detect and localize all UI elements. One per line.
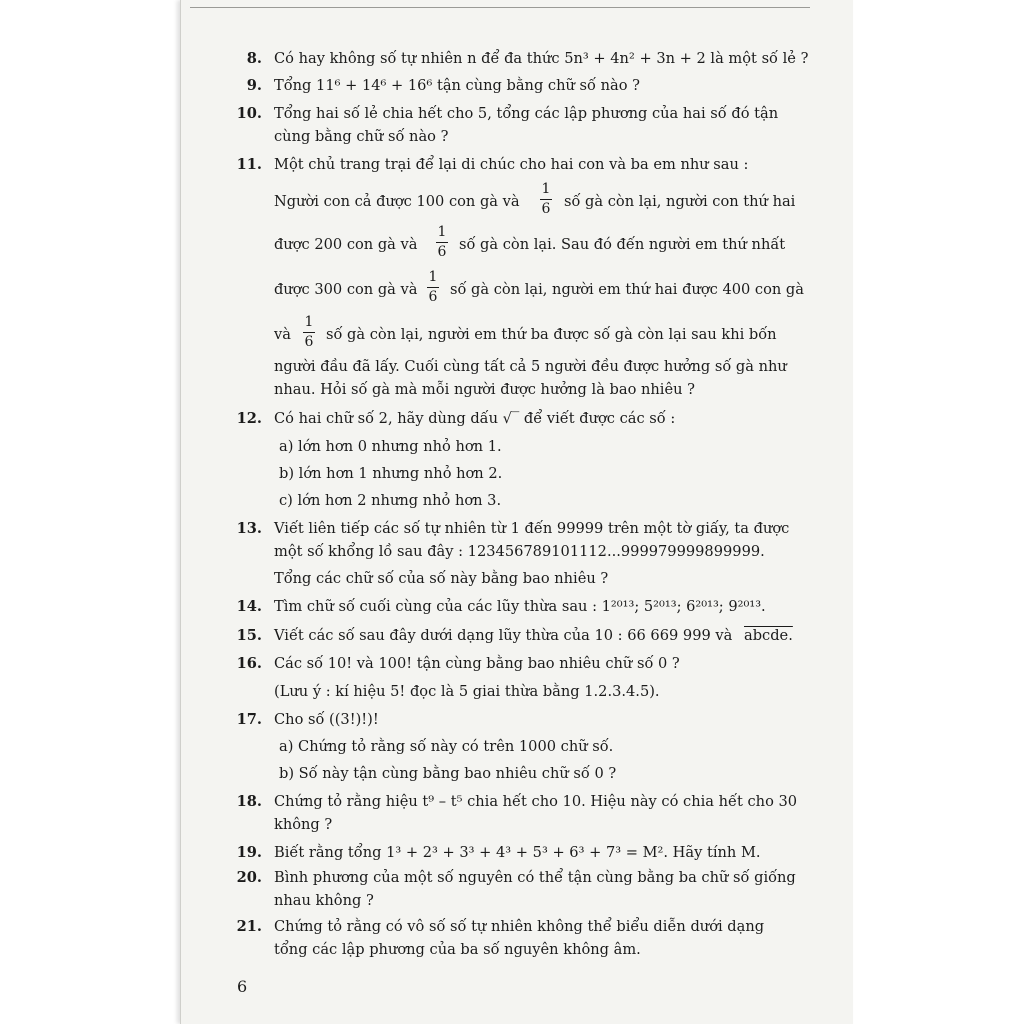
problem-text: một số khổng lồ sau đây : 123456789101112...999979999899999.: [274, 543, 765, 560]
problem-number: 15.: [236, 627, 262, 644]
problem-text: Các số 10! và 100! tận cùng bằng bao nhiêu chữ số 0 ?: [274, 655, 680, 672]
problem-text: người đầu đã lấy. Cuối cùng tất cả 5 người đều được hưởng số gà như: [274, 358, 787, 375]
problem-text: Viết liên tiếp các số tự nhiên từ 1 đến 99999 trên một tờ giấy, ta được: [274, 520, 790, 537]
problem-text: Tìm chữ số cuối cùng của các lũy thừa sau : 1²⁰¹³; 5²⁰¹³; 6²⁰¹³; 9²⁰¹³.: [274, 598, 766, 615]
problem-text: Người con cả được 100 con gà và: [274, 193, 520, 210]
problem-text: Viết các số sau đây dưới dạng lũy thừa của 10 : 66 669 999 và: [274, 627, 733, 644]
problem-number: 9.: [246, 77, 262, 94]
problem-text: Có hai chữ số 2, hãy dùng dấu √‾ để viết được các số :: [274, 410, 676, 427]
problem-text: số gà còn lại, người em thứ ba được số gà còn lại sau khi bốn: [326, 326, 777, 343]
problem-text: số gà còn lại, người con thứ hai: [564, 193, 796, 210]
problem-number: 19.: [236, 844, 262, 861]
problem-option: b) Số này tận cùng bằng bao nhiêu chữ số 0 ?: [279, 765, 617, 782]
problem-number: 20.: [236, 869, 262, 886]
problem-option: a) lớn hơn 0 nhưng nhỏ hơn 1.: [279, 438, 502, 455]
problem-text: Biết rằng tổng 1³ + 2³ + 3³ + 4³ + 5³ + 6³ + 7³ = M². Hãy tính M.: [274, 844, 761, 861]
problem-option: a) Chứng tỏ rằng số này có trên 1000 chữ số.: [279, 738, 614, 755]
problem-text: Chứng tỏ rằng có vô số số tự nhiên không thể biểu diễn dưới dạng: [274, 918, 765, 935]
problem-text: và: [274, 326, 291, 343]
problem-text: nhau không ?: [274, 892, 374, 909]
problem-number: 12.: [236, 410, 262, 427]
problem-number: 16.: [236, 655, 262, 672]
problem-number: 11.: [236, 156, 262, 173]
problem-text: Có hay không số tự nhiên n để đa thức 5n³ + 4n² + 3n + 2 là một số lẻ ?: [274, 50, 809, 67]
problem-number: 10.: [236, 105, 262, 122]
problem-text: Tổng hai số lẻ chia hết cho 5, tổng các lập phương của hai số đó tận: [274, 105, 779, 122]
problem-text: số gà còn lại. Sau đó đến người em thứ nhất: [459, 236, 786, 253]
fraction-one-sixth: 1 6: [437, 224, 447, 260]
problem-number: 8.: [246, 50, 262, 67]
problem-text: Tổng 11⁶ + 14⁶ + 16⁶ tận cùng bằng chữ số nào ?: [274, 77, 640, 94]
problem-number: 18.: [236, 793, 262, 810]
problem-text: không ?: [274, 816, 333, 833]
problem-text: tổng các lập phương của ba số nguyên không âm.: [274, 941, 641, 958]
problem-text: Chứng tỏ rằng hiệu t⁹ – t⁵ chia hết cho 10. Hiệu này có chia hết cho 30: [274, 793, 798, 810]
page-number: 6: [237, 977, 248, 996]
problem-note: (Lưu ý : kí hiệu 5! đọc là 5 giai thừa bằng 1.2.3.4.5).: [274, 683, 660, 700]
problem-text: nhau. Hỏi số gà mà mỗi người được hưởng là bao nhiêu ?: [274, 381, 695, 398]
fraction-one-sixth: 1 6: [428, 269, 438, 305]
problem-text: được 300 con gà và: [274, 281, 418, 298]
problem-number: 13.: [236, 520, 262, 537]
problem-option: b) lớn hơn 1 nhưng nhỏ hơn 2.: [279, 465, 503, 482]
problem-text: Tổng các chữ số của số này bằng bao nhiêu ?: [274, 570, 609, 587]
problem-text: Một chủ trang trại để lại di chúc cho hai con và ba em như sau :: [274, 156, 749, 173]
problem-number: 17.: [236, 711, 262, 728]
top-rule: [190, 7, 810, 8]
problem-text: Bình phương của một số nguyên có thể tận cùng bằng ba chữ số giống: [274, 869, 796, 886]
problem-text: cùng bằng chữ số nào ?: [274, 128, 449, 145]
problem-text: Cho số ((3!)!)!: [274, 711, 379, 728]
problem-text: abcde.: [744, 627, 793, 644]
problem-text: được 200 con gà và: [274, 236, 418, 253]
problem-number: 21.: [236, 918, 262, 935]
problem-option: c) lớn hơn 2 nhưng nhỏ hơn 3.: [279, 492, 502, 509]
fraction-one-sixth: 1 6: [541, 181, 551, 217]
problem-number: 14.: [236, 598, 262, 615]
fraction-one-sixth: 1 6: [304, 314, 314, 350]
problem-text: số gà còn lại, người em thứ hai được 400 con gà: [450, 281, 804, 298]
